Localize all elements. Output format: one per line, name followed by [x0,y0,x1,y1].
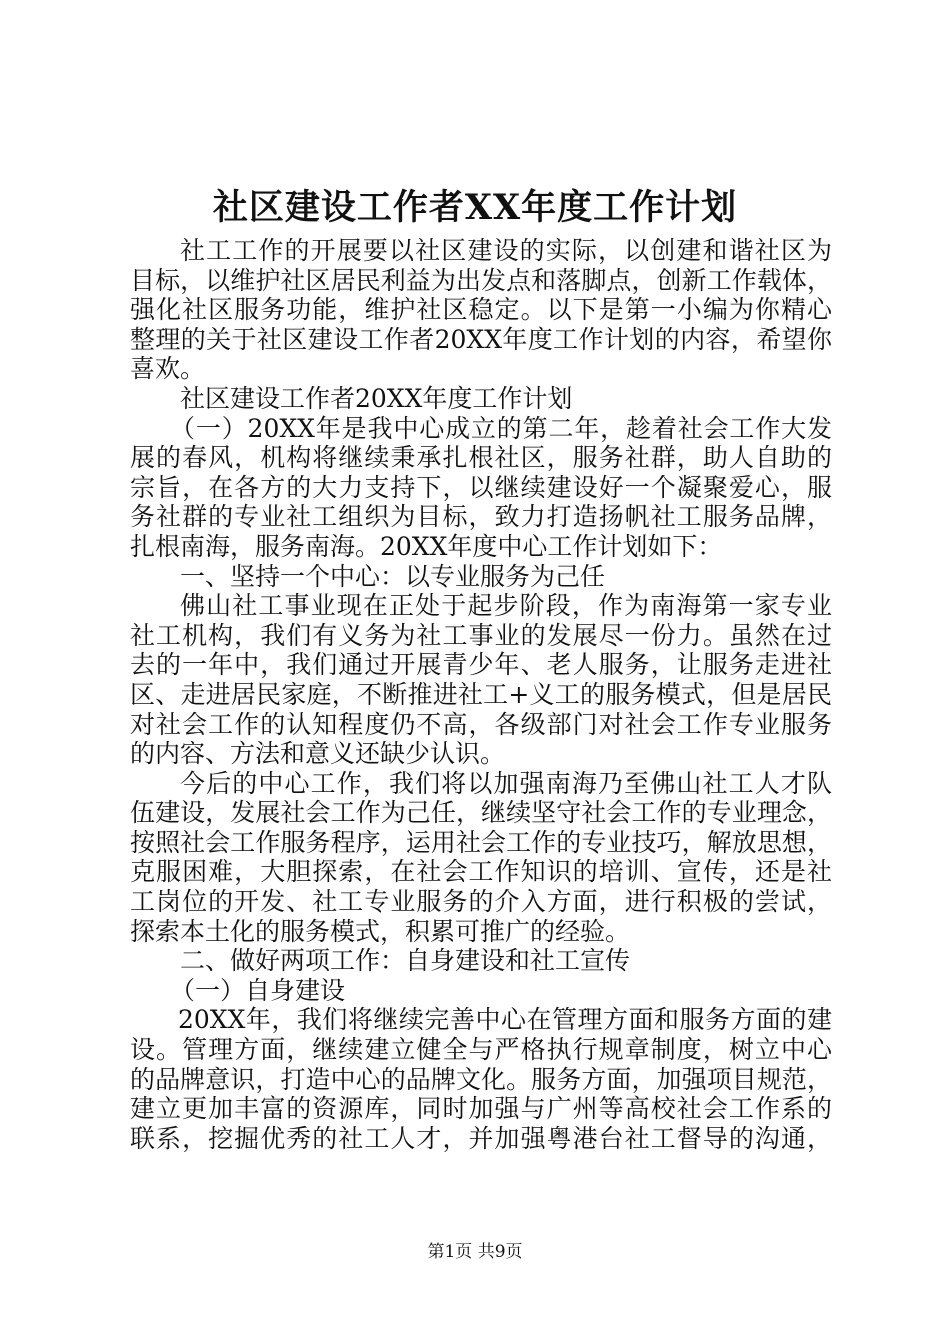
body-line: 20XX年，我们将继续完善中心在管理方面和服务方面的建 [178,1005,832,1035]
body-line: 整理的关于社区建设工作者20XX年度工作计划的内容，希望你 [130,324,832,354]
document-title: 社区建设工作者XX年度工作计划 [212,187,738,228]
body-line: （一）20XX年是我中心成立的第二年，趁着社会工作大发 [170,413,832,443]
body-line: 目标，以维护社区居民利益为出发点和落脚点，创新工作载体， [130,265,832,295]
body-line: 区、走进居民家庭，不断推进社工+义工的服务模式，但是居民 [130,679,832,709]
body-line: 对社会工作的认知程度仍不高，各级部门对社会工作专业服务 [130,709,832,739]
body-line: 喜欢。 [130,354,206,384]
body-line: 的品牌意识，打造中心的品牌文化。服务方面，加强项目规范， [130,1064,832,1094]
body-line: 伍建设，发展社会工作为己任，继续坚守社会工作的专业理念， [130,798,832,828]
body-line: 联系，挖掘优秀的社工人才，并加强粤港台社工督导的沟通， [130,1123,832,1153]
body-line: 建立更加丰富的资源库，同时加强与广州等高校社会工作系的 [130,1094,832,1124]
body-line: 务社群的专业社工组织为目标，致力打造扬帆社工服务品牌， [130,502,832,532]
body-line: 社工工作的开展要以社区建设的实际，以创建和谐社区为 [180,236,832,265]
page-footer: 第1页 共9页 [427,1242,523,1262]
body-line: 去的一年中，我们通过开展青少年、老人服务，让服务走进社 [130,650,832,680]
document-body [130,236,832,1153]
body-line: 一、坚持一个中心：以专业服务为己任 [180,561,606,591]
body-line: 展的春风，机构将继续秉承扎根社区，服务社群，助人自助的 [130,443,832,473]
body-line: 宗旨，在各方的大力支持下，以继续建设好一个凝聚爱心，服 [130,472,832,502]
body-line: 今后的中心工作，我们将以加强南海乃至佛山社工人才队 [180,768,832,798]
body-line: 按照社会工作服务程序，运用社会工作的专业技巧，解放思想， [130,827,832,857]
body-line: 扎根南海，服务南海。20XX年度中心工作计划如下： [130,531,723,561]
body-line: 克服困难，大胆探索，在社会工作知识的培训、宣传，还是社 [130,857,832,887]
body-line: 探索本土化的服务模式，积累可推广的经验。 [130,916,631,946]
body-line: 工岗位的开发、社工专业服务的介入方面，进行积极的尝试， [130,887,832,917]
body-line: 设。管理方面，继续建立健全与严格执行规章制度，树立中心 [130,1035,832,1065]
body-line: 社工机构，我们有义务为社工事业的发展尽一份力。虽然在过 [130,620,832,650]
body-line: 二、做好两项工作：自身建设和社工宣传 [180,946,631,976]
body-line: 强化社区服务功能，维护社区稳定。以下是第一小编为你精心 [130,295,832,325]
body-line: 的内容、方法和意义还缺少认识。 [130,739,506,769]
body-line: 佛山社工事业现在正处于起步阶段，作为南海第一家专业 [180,591,832,621]
body-line: （一）自身建设 [170,975,346,1005]
body-line: 社区建设工作者20XX年度工作计划 [180,383,573,413]
